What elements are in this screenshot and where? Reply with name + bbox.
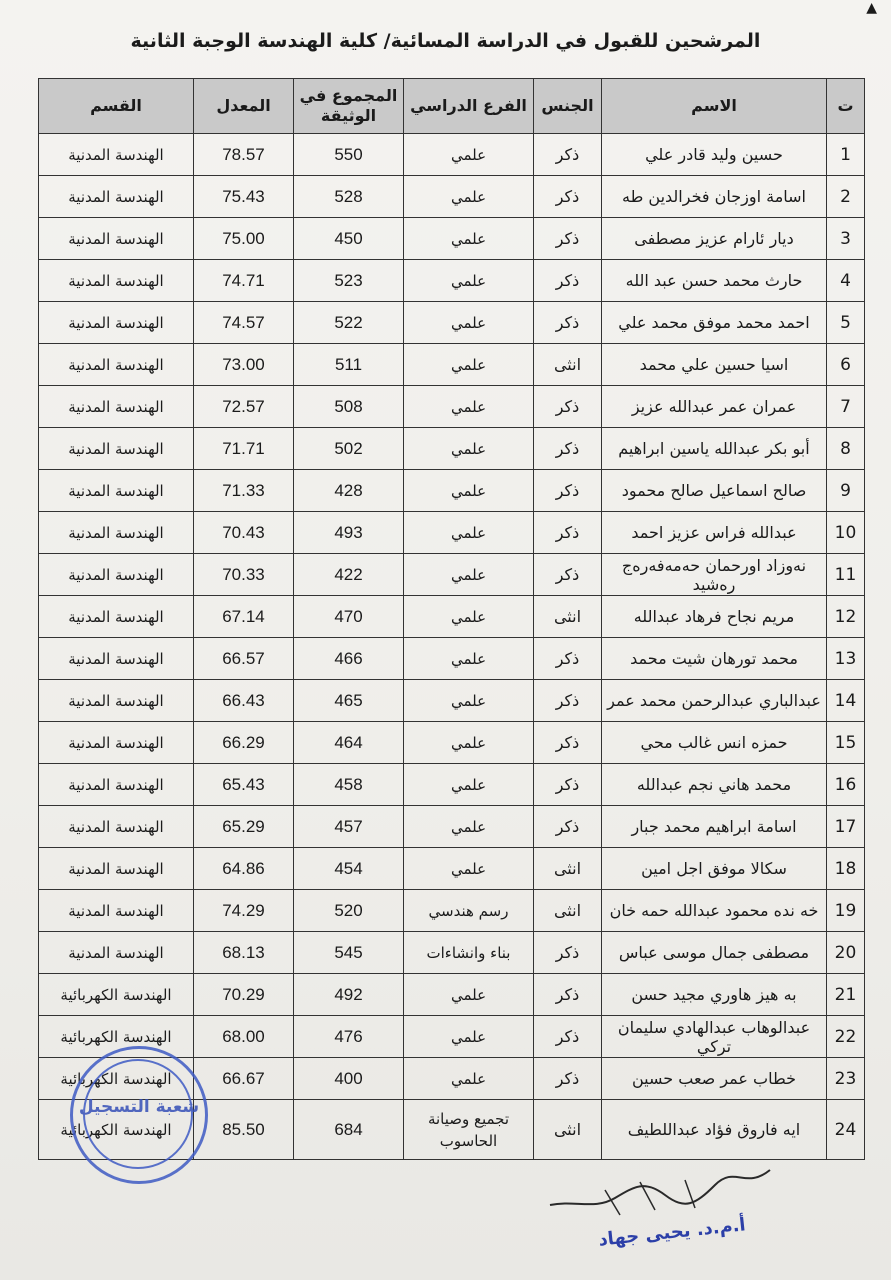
cell-branch: علمي — [404, 554, 534, 596]
cell-branch: علمي — [404, 848, 534, 890]
cell-idx: 16 — [827, 764, 865, 806]
cell-idx: 20 — [827, 932, 865, 974]
cell-gender: ذكر — [534, 806, 602, 848]
cell-avg: 72.57 — [194, 386, 294, 428]
cell-idx: 6 — [827, 344, 865, 386]
stamp-text: شعبة التسجيل — [78, 1097, 200, 1117]
cell-name: سكالا موفق اجل امين — [602, 848, 827, 890]
table-row — [39, 512, 865, 554]
cell-name: محمد تورهان شيت محمد — [602, 638, 827, 680]
cell-avg: 74.29 — [194, 890, 294, 932]
cell-total: 508 — [294, 386, 404, 428]
cell-gender: ذكر — [534, 638, 602, 680]
cell-idx: 9 — [827, 470, 865, 512]
cell-gender: ذكر — [534, 932, 602, 974]
cell-name: اسامة اوزجان فخرالدين طه — [602, 176, 827, 218]
cell-avg: 70.33 — [194, 554, 294, 596]
cell-dept: الهندسة المدنية — [39, 302, 194, 344]
cell-name: به هيز هاوري مجيد حسن — [602, 974, 827, 1016]
cell-total: 684 — [294, 1100, 404, 1160]
table-row — [39, 260, 865, 302]
cell-dept: الهندسة الكهربائية — [39, 1100, 194, 1160]
cell-avg: 71.33 — [194, 470, 294, 512]
cell-branch: بناء وانشاءات — [404, 932, 534, 974]
cell-total: 502 — [294, 428, 404, 470]
cell-gender: ذكر — [534, 134, 602, 176]
cell-idx: 5 — [827, 302, 865, 344]
cell-name: ديار ئارام عزيز مصطفى — [602, 218, 827, 260]
cell-gender: ذكر — [534, 974, 602, 1016]
page-title: المرشحين للقبول في الدراسة المسائية/ كلية الهندسة الوجبة الثانية — [130, 30, 761, 52]
cell-total: 511 — [294, 344, 404, 386]
cell-branch: علمي — [404, 344, 534, 386]
header-gender: الجنس — [534, 79, 602, 134]
admission-table — [38, 78, 865, 1160]
cell-name: محمد هاني نجم عبدالله — [602, 764, 827, 806]
cell-gender: ذكر — [534, 386, 602, 428]
cell-avg: 65.29 — [194, 806, 294, 848]
cell-idx: 10 — [827, 512, 865, 554]
cell-dept: الهندسة المدنية — [39, 344, 194, 386]
cell-avg: 78.57 — [194, 134, 294, 176]
cell-gender: ذكر — [534, 554, 602, 596]
cell-branch: علمي — [404, 806, 534, 848]
cell-branch: علمي — [404, 176, 534, 218]
cell-dept: الهندسة المدنية — [39, 134, 194, 176]
cell-branch: علمي — [404, 974, 534, 1016]
cell-total: 528 — [294, 176, 404, 218]
cell-total: 492 — [294, 974, 404, 1016]
cell-idx: 23 — [827, 1058, 865, 1100]
cell-dept: الهندسة المدنية — [39, 890, 194, 932]
cell-gender: انثى — [534, 596, 602, 638]
cell-gender: انثى — [534, 890, 602, 932]
cell-avg: 64.86 — [194, 848, 294, 890]
table-row — [39, 554, 865, 596]
cell-avg: 70.29 — [194, 974, 294, 1016]
cell-total: 464 — [294, 722, 404, 764]
cell-idx: 7 — [827, 386, 865, 428]
cell-avg: 66.43 — [194, 680, 294, 722]
cell-gender: ذكر — [534, 680, 602, 722]
cell-total: 550 — [294, 134, 404, 176]
header-idx: ت — [827, 79, 865, 134]
cell-idx: 22 — [827, 1016, 865, 1058]
cell-name: خه نده محمود عبدالله حمه خان — [602, 890, 827, 932]
cell-gender: ذكر — [534, 218, 602, 260]
cell-branch: علمي — [404, 218, 534, 260]
cell-name: أبو بكر عبدالله ياسين ابراهيم — [602, 428, 827, 470]
cell-branch: علمي — [404, 638, 534, 680]
cell-dept: الهندسة المدنية — [39, 554, 194, 596]
cell-avg: 70.43 — [194, 512, 294, 554]
cell-dept: الهندسة المدنية — [39, 218, 194, 260]
cell-name: عبدالباري عبدالرحمن محمد عمر — [602, 680, 827, 722]
cell-total: 476 — [294, 1016, 404, 1058]
cell-dept: الهندسة المدنية — [39, 260, 194, 302]
table-row — [39, 764, 865, 806]
cell-total: 422 — [294, 554, 404, 596]
signature-scribble — [545, 1160, 775, 1220]
cell-dept: الهندسة المدنية — [39, 932, 194, 974]
cell-name: عبدالله فراس عزيز احمد — [602, 512, 827, 554]
header-total: المجموع في الوثيقة — [294, 79, 404, 134]
cell-gender: ذكر — [534, 1016, 602, 1058]
cell-avg: 74.71 — [194, 260, 294, 302]
cell-name: ايه فاروق فؤاد عبداللطيف — [602, 1100, 827, 1160]
cell-gender: انثى — [534, 848, 602, 890]
cell-dept: الهندسة المدنية — [39, 806, 194, 848]
cell-branch: علمي — [404, 1016, 534, 1058]
cell-dept: الهندسة المدنية — [39, 386, 194, 428]
table-row — [39, 596, 865, 638]
cell-branch: علمي — [404, 596, 534, 638]
cell-idx: 4 — [827, 260, 865, 302]
table-row — [39, 806, 865, 848]
cell-idx: 24 — [827, 1100, 865, 1160]
header-avg: المعدل — [194, 79, 294, 134]
signer-name: أ.م.د. يحيى جهاد — [597, 1214, 747, 1251]
cell-dept: الهندسة المدنية — [39, 680, 194, 722]
table-row — [39, 344, 865, 386]
cell-avg: 73.00 — [194, 344, 294, 386]
table-row — [39, 386, 865, 428]
table-row — [39, 680, 865, 722]
registration-stamp — [70, 1046, 208, 1184]
cell-avg: 74.57 — [194, 302, 294, 344]
cell-avg: 66.67 — [194, 1058, 294, 1100]
cell-dept: الهندسة الكهربائية — [39, 1016, 194, 1058]
cell-name: حسين وليد قادر علي — [602, 134, 827, 176]
cell-gender: ذكر — [534, 512, 602, 554]
cell-name: اسامة ابراهيم محمد جبار — [602, 806, 827, 848]
cell-branch: علمي — [404, 1058, 534, 1100]
table-row — [39, 932, 865, 974]
cell-total: 523 — [294, 260, 404, 302]
cell-name: خطاب عمر صعب حسين — [602, 1058, 827, 1100]
cell-name: عبدالوهاب عبدالهادي سليمان تركي — [602, 1016, 827, 1058]
cell-name: نەوزاد اورحمان حەمەفەرەج رەشيد — [602, 554, 827, 596]
cell-idx: 8 — [827, 428, 865, 470]
cell-branch: علمي — [404, 134, 534, 176]
table-row — [39, 848, 865, 890]
cell-total: 457 — [294, 806, 404, 848]
cell-name: عمران عمر عبدالله عزيز — [602, 386, 827, 428]
table-row — [39, 470, 865, 512]
cell-total: 465 — [294, 680, 404, 722]
cell-idx: 12 — [827, 596, 865, 638]
cell-total: 400 — [294, 1058, 404, 1100]
cell-idx: 19 — [827, 890, 865, 932]
cell-branch: علمي — [404, 512, 534, 554]
cell-name: مريم نجاح فرهاد عبدالله — [602, 596, 827, 638]
table-row — [39, 722, 865, 764]
header-dept: القسم — [39, 79, 194, 134]
cell-dept: الهندسة المدنية — [39, 722, 194, 764]
cell-avg: 85.50 — [194, 1100, 294, 1160]
cell-avg: 71.71 — [194, 428, 294, 470]
corner-mark-icon: ▲ — [866, 0, 877, 16]
table-row — [39, 134, 865, 176]
cell-name: حارث محمد حسن عبد الله — [602, 260, 827, 302]
cell-dept: الهندسة المدنية — [39, 470, 194, 512]
cell-idx: 18 — [827, 848, 865, 890]
table-body — [39, 134, 865, 1160]
cell-idx: 15 — [827, 722, 865, 764]
cell-total: 450 — [294, 218, 404, 260]
cell-gender: ذكر — [534, 722, 602, 764]
cell-branch: علمي — [404, 428, 534, 470]
cell-dept: الهندسة المدنية — [39, 848, 194, 890]
cell-dept: الهندسة الكهربائية — [39, 1058, 194, 1100]
cell-branch: علمي — [404, 302, 534, 344]
cell-total: 520 — [294, 890, 404, 932]
cell-gender: انثى — [534, 344, 602, 386]
cell-idx: 11 — [827, 554, 865, 596]
cell-branch: علمي — [404, 722, 534, 764]
header-name: الاسم — [602, 79, 827, 134]
cell-total: 493 — [294, 512, 404, 554]
cell-total: 428 — [294, 470, 404, 512]
table-row — [39, 218, 865, 260]
cell-idx: 2 — [827, 176, 865, 218]
cell-branch: علمي — [404, 470, 534, 512]
cell-avg: 68.00 — [194, 1016, 294, 1058]
header-branch: الفرع الدراسي — [404, 79, 534, 134]
cell-branch: علمي — [404, 680, 534, 722]
cell-idx: 3 — [827, 218, 865, 260]
cell-gender: ذكر — [534, 470, 602, 512]
table-row — [39, 428, 865, 470]
cell-name: صالح اسماعيل صالح محمود — [602, 470, 827, 512]
cell-dept: الهندسة المدنية — [39, 638, 194, 680]
table-row — [39, 302, 865, 344]
cell-idx: 13 — [827, 638, 865, 680]
cell-idx: 17 — [827, 806, 865, 848]
cell-avg: 66.57 — [194, 638, 294, 680]
cell-gender: انثى — [534, 1100, 602, 1160]
cell-name: اسيا حسين علي محمد — [602, 344, 827, 386]
cell-dept: الهندسة المدنية — [39, 428, 194, 470]
cell-idx: 1 — [827, 134, 865, 176]
cell-branch: علمي — [404, 764, 534, 806]
cell-avg: 66.29 — [194, 722, 294, 764]
cell-total: 454 — [294, 848, 404, 890]
table-row — [39, 638, 865, 680]
cell-avg: 65.43 — [194, 764, 294, 806]
table-header-row — [39, 79, 865, 134]
cell-gender: ذكر — [534, 176, 602, 218]
cell-branch: تجميع وصيانة الحاسوب — [404, 1100, 534, 1160]
cell-idx: 14 — [827, 680, 865, 722]
cell-branch: علمي — [404, 260, 534, 302]
cell-gender: ذكر — [534, 260, 602, 302]
cell-dept: الهندسة الكهربائية — [39, 974, 194, 1016]
cell-avg: 75.43 — [194, 176, 294, 218]
cell-avg: 67.14 — [194, 596, 294, 638]
cell-gender: ذكر — [534, 764, 602, 806]
cell-name: احمد محمد موفق محمد علي — [602, 302, 827, 344]
cell-total: 470 — [294, 596, 404, 638]
cell-total: 545 — [294, 932, 404, 974]
table-row — [39, 890, 865, 932]
cell-dept: الهندسة المدنية — [39, 176, 194, 218]
cell-avg: 68.13 — [194, 932, 294, 974]
cell-total: 466 — [294, 638, 404, 680]
cell-name: حمزه انس غالب محي — [602, 722, 827, 764]
table-row — [39, 176, 865, 218]
table-row — [39, 974, 865, 1016]
cell-gender: ذكر — [534, 302, 602, 344]
cell-avg: 75.00 — [194, 218, 294, 260]
cell-dept: الهندسة المدنية — [39, 512, 194, 554]
cell-total: 458 — [294, 764, 404, 806]
cell-branch: علمي — [404, 386, 534, 428]
cell-idx: 21 — [827, 974, 865, 1016]
cell-name: مصطفى جمال موسى عباس — [602, 932, 827, 974]
cell-gender: ذكر — [534, 1058, 602, 1100]
cell-dept: الهندسة المدنية — [39, 596, 194, 638]
cell-dept: الهندسة المدنية — [39, 764, 194, 806]
cell-branch: رسم هندسي — [404, 890, 534, 932]
cell-total: 522 — [294, 302, 404, 344]
cell-gender: ذكر — [534, 428, 602, 470]
